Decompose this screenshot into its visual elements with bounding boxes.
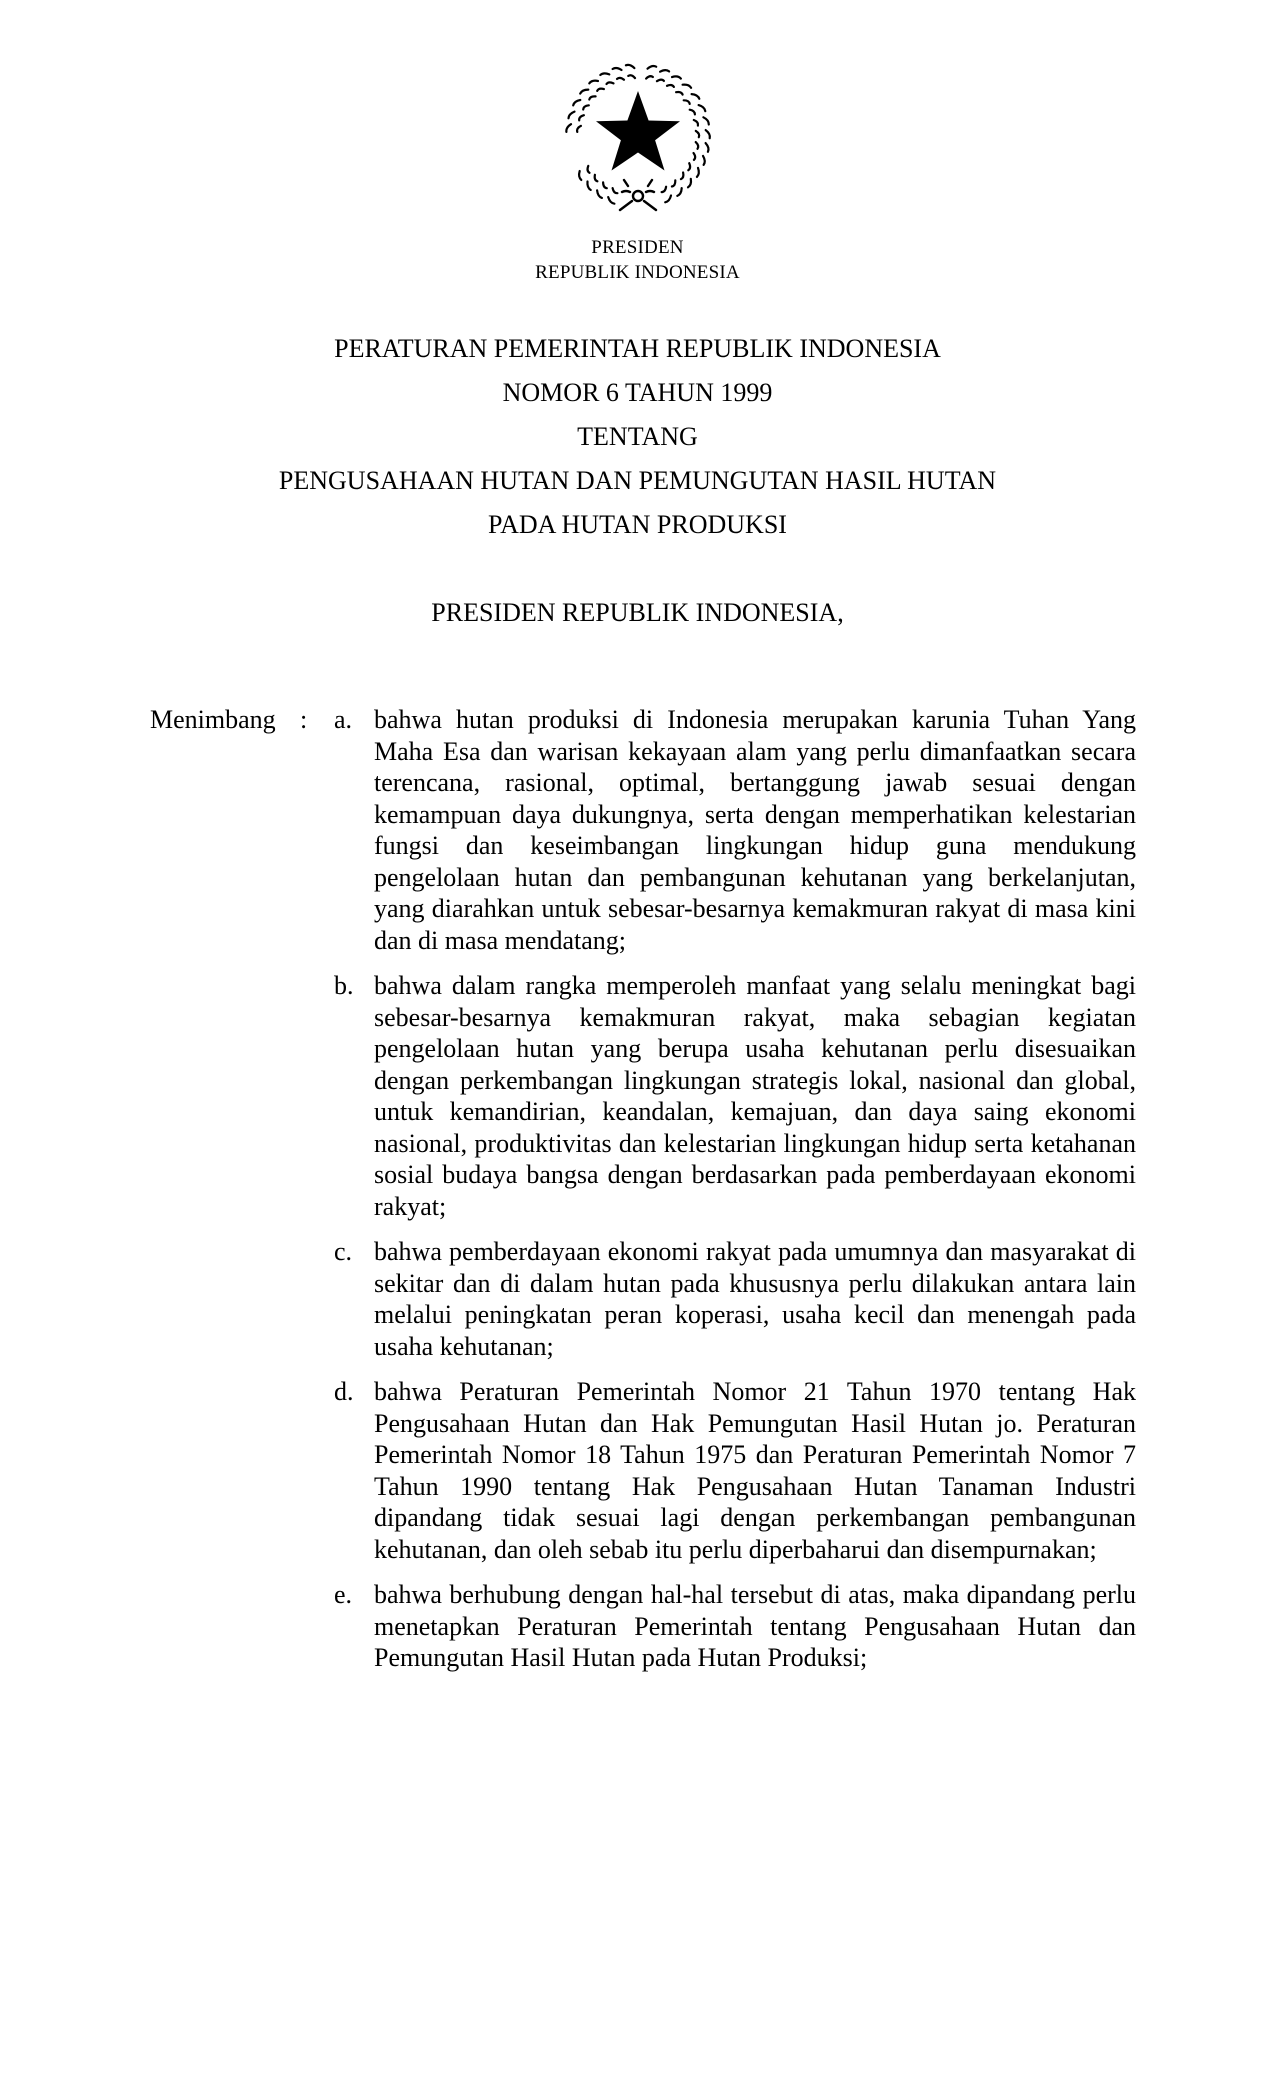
- item-text: bahwa hutan produksi di Indonesia merupakan karunia Tuhan Yang Maha Esa dan warisan kekayaan alam yang perlu dimanfaatkan secara terencana, rasional, optimal, bertanggung jawab sesuai dengan kemampuan daya dukungnya, serta dengan memperhatikan kelestarian fungsi dan keseimbangan lingkungan hidup guna mendukung pengelolaan hutan dan pembangunan kehutanan yang berkelanjutan, yang diarahkan untuk sebesar-besarnya kemakmuran rakyat di masa kini dan di masa mendatang;: [374, 705, 1136, 955]
- wreath-leaf: [577, 126, 581, 132]
- title-subject-line1: PENGUSAHAAN HUTAN DAN PEMUNGUTAN HASIL HUTAN: [278, 466, 997, 495]
- wreath-leaf: [579, 171, 581, 180]
- title-regulation: PERATURAN PEMERINTAH REPUBLIK INDONESIA: [334, 334, 941, 363]
- wreath-leaf: [617, 78, 624, 80]
- wreath-leaf: [657, 80, 664, 82]
- wreath-leaf: [694, 153, 696, 160]
- wreath-leaf: [699, 105, 706, 111]
- wreath-leaf: [579, 115, 584, 120]
- wreath-leaf: [696, 142, 699, 149]
- wreath-leaf: [628, 75, 635, 78]
- item-text: bahwa Peraturan Pemerintah Nomor 21 Tahun 1970 tentang Hak Pengusahaan Hutan dan Hak Pemungutan Hasil Hutan jo. Peraturan Pemerintah Nomor 18 Tahun 1975 dan Peraturan Pemerintah Nomor 7 Tahun 1990 tentang Hak Pengusahaan Hutan Tanaman Industri dipandang tidak sesuai lagi dengan perkembangan pembangunan kehutanan, dan oleh sebab itu perlu diperbaharui dan disempurnakan;: [374, 1377, 1136, 1564]
- wreath-leaf: [676, 92, 683, 95]
- wreath-leaf: [677, 188, 681, 196]
- item-letter: a.: [334, 705, 353, 734]
- wreath-leaf: [690, 110, 695, 115]
- wreath-leaf: [583, 105, 589, 109]
- item-text: bahwa dalam rangka memperoleh manfaat yang selalu meningkat bagi sebesar-besarnya kemakmuran rakyat, maka sebagian kegiatan pengelolaan hutan yang berupa usaha kehutanan perlu disesuaikan dengan perkembangan lingkungan strategis lokal, nasional dan global, untuk kemandirian, keandalan, kemajuan, dan daya saing ekonomi nasional, produktivitas dan kelestarian lingkungan hidup serta ketahanan sosial budaya bangsa dengan berdasarkan pada pemberdayaan ekonomi rakyat;: [374, 971, 1136, 1221]
- header-republic: REPUBLIK INDONESIA: [535, 262, 740, 283]
- wreath-leaf: [587, 182, 590, 190]
- item-text: bahwa pemberdayaan ekonomi rakyat pada umumnya dan masyarakat di sekitar dan di dalam hutan pada khususnya perlu dilakukan antara lain melalui peningkatan peran koperasi, usaha kecil dan menengah pada usaha kehutanan;: [374, 1237, 1136, 1361]
- item-letter: b.: [334, 971, 354, 1000]
- wreath-leaf: [613, 188, 618, 193]
- wreath-leaf: [662, 187, 667, 192]
- wreath-leaf: [681, 173, 684, 180]
- wreath-leaf: [600, 73, 609, 75]
- wreath-leaf: [608, 197, 614, 204]
- wreath-leaf: [703, 117, 708, 124]
- wreath-leaf: [703, 156, 705, 165]
- wreath-leaf: [613, 68, 622, 70]
- item-letter: d.: [334, 1377, 354, 1406]
- header-president: PRESIDEN: [591, 237, 684, 258]
- wreath-leaf: [660, 70, 669, 72]
- title-about: TENTANG: [577, 422, 698, 451]
- wreath-leaf: [688, 163, 690, 170]
- wreath-leaf: [588, 166, 590, 173]
- wreath-leaf: [573, 100, 580, 105]
- wreath-leaf: [667, 85, 674, 87]
- wreath-leaf: [589, 81, 598, 84]
- star-icon: [596, 91, 680, 171]
- wreath-leaf: [672, 180, 675, 186]
- wreath-leaf: [648, 66, 657, 69]
- wreath-leaf: [626, 65, 635, 68]
- considering-item-e: [334, 1579, 1136, 1674]
- title-number: NOMOR 6 TAHUN 1999: [502, 378, 773, 407]
- considering-item-a: [334, 704, 1136, 956]
- wreath-leaf: [665, 196, 671, 203]
- wreath-leaf: [696, 131, 699, 137]
- considering-colon: :: [300, 705, 308, 734]
- considering-item-c: [334, 1236, 1136, 1362]
- item-letter: e.: [334, 1580, 353, 1609]
- wreath-leaf: [706, 143, 709, 152]
- considering-item-d: [334, 1376, 1136, 1565]
- wreath-leaf: [566, 124, 571, 132]
- considering-item-b: [334, 970, 1136, 1222]
- title-subject-line2: PADA HUTAN PRODUKSI: [488, 510, 787, 539]
- enacting-authority: PRESIDEN REPUBLIK INDONESIA,: [431, 598, 844, 627]
- item-text: bahwa berhubung dengan hal-hal tersebut di atas, maka dipandang perlu menetapkan Peraturan Pemerintah tentang Pengusahaan Hutan dan Pemungutan Hasil Hutan pada Hutan Produksi;: [374, 1580, 1136, 1672]
- wreath-leaf: [603, 182, 607, 188]
- wreath-leaf: [580, 90, 588, 94]
- wreath-leaf: [597, 89, 604, 91]
- wreath-leaf: [589, 96, 595, 99]
- wreath-leaf: [607, 82, 614, 84]
- wreath-leaf: [683, 85, 692, 88]
- wreath-leaf: [688, 179, 691, 188]
- wreath-leaf: [597, 190, 602, 198]
- considering-list: [334, 704, 1136, 1688]
- wreath-leaf: [595, 175, 598, 182]
- wreath-leaf: [692, 94, 700, 99]
- wreath-leaf: [569, 112, 575, 119]
- wreath-leaf: [646, 76, 653, 78]
- wreath-leaf: [697, 168, 699, 177]
- wreath-leaf: [706, 130, 710, 138]
- item-letter: c.: [334, 1237, 353, 1266]
- presidential-seal-icon: [558, 56, 718, 216]
- wreath-leaf: [694, 120, 698, 126]
- wreath-leaf: [672, 76, 681, 78]
- wreath-leaf: [684, 100, 690, 104]
- considering-label: Menimbang: [150, 705, 276, 734]
